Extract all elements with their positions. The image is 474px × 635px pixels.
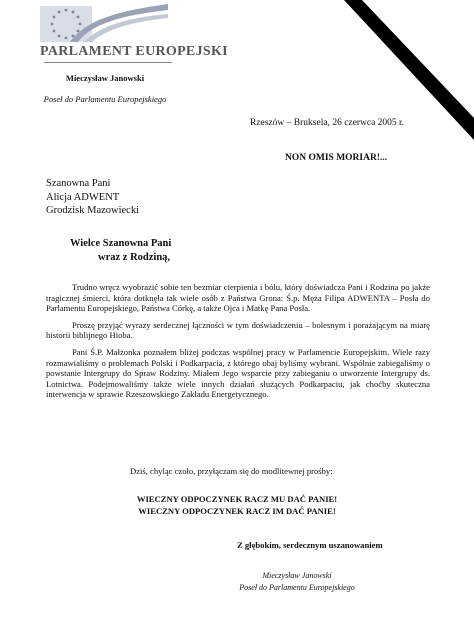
addressee-line: Szanowna Pani bbox=[46, 178, 111, 189]
closing-line: Dziś, chyląc czoło, przyłączam się do modlitewnej prośby: bbox=[130, 466, 333, 476]
letterhead-author-role: Poseł do Parlamentu Europejskiego bbox=[43, 94, 167, 104]
prayer-line: WIECZNY ODPOCZYNEK RACZ MU DAĆ PANIE! bbox=[136, 494, 338, 504]
signature-role: Poseł do Parlamentu Europejskiego bbox=[239, 583, 355, 592]
european-parliament-logo-icon bbox=[40, 2, 170, 46]
body-paragraph: Trudno wręcz wyobrazić sobie ten bezmiar cierpienia i bólu, który doświadcza Pani i Rodzina po jakże tragicznej śmierci, która dotknęła tak wiele osób z Państwa Grona: Ś.p. Męża Filipa ADWENTA – Posła do Parlamentu Europejskiego, Państwa Córkę, a także Ojca i Matkę Pana Posła. bbox=[46, 282, 430, 314]
addressee-city: Grodzisk Mazowiecki bbox=[46, 205, 140, 216]
addressee-name: Alicja ADWENT bbox=[46, 191, 120, 203]
prayer-block bbox=[0, 494, 474, 517]
motto: NON OMIS MORIAR!... bbox=[285, 153, 388, 163]
body-paragraph: Proszę przyjąć wyrazy serdecznej łączności w tym doświadczeniu – bolesnym i porażającym na miarę historii biblijnego Hioba. bbox=[46, 319, 430, 341]
regards-line: Z głębokim, serdecznym uszanowaniem bbox=[237, 540, 383, 550]
letter-body bbox=[46, 282, 430, 406]
prayer-line: WIECZNY ODPOCZYNEK RACZ IM DAĆ PANIE! bbox=[138, 505, 336, 516]
letterhead-author-name: Mieczysław Janowski bbox=[65, 73, 145, 83]
organization-name: PARLAMENT EUROPEJSKI bbox=[40, 44, 228, 59]
body-paragraph: Pani Ś.P. Małżonka poznałem bliżej podczas wspólnej pracy w Parlamencie Europejskim. Wiele razy rozmawialiśmy o problemach Polski i Podkarpacia, z którego obaj byliśmy wybrani. Wspólnie zabiegaliśmy o powstanie Intergrupy do Spraw Rodziny. Miałem Jego wsparcie przy zabieganiu o utworzenie Intergrupy ds. Lotnictwa. Podejmowaliśmy także wiele innych działań służących Podkarpaciu, jak choćby skuteczna interwencja w sprawie Rzeszowskiego Zakładu Energetycznego. bbox=[46, 346, 430, 400]
addressee-block bbox=[46, 177, 139, 218]
mourning-ribbon-icon bbox=[344, 0, 474, 160]
salutation-line: wraz z Rodziną, bbox=[98, 252, 171, 263]
signature-name: Mieczysław Janowski bbox=[262, 571, 332, 580]
dateline: Rzeszów – Bruksela, 26 czerwca 2005 r. bbox=[250, 118, 405, 128]
letterhead-divider bbox=[44, 62, 172, 63]
salutation-line: Wielce Szanowna Pani bbox=[70, 238, 172, 249]
salutation bbox=[70, 237, 171, 265]
